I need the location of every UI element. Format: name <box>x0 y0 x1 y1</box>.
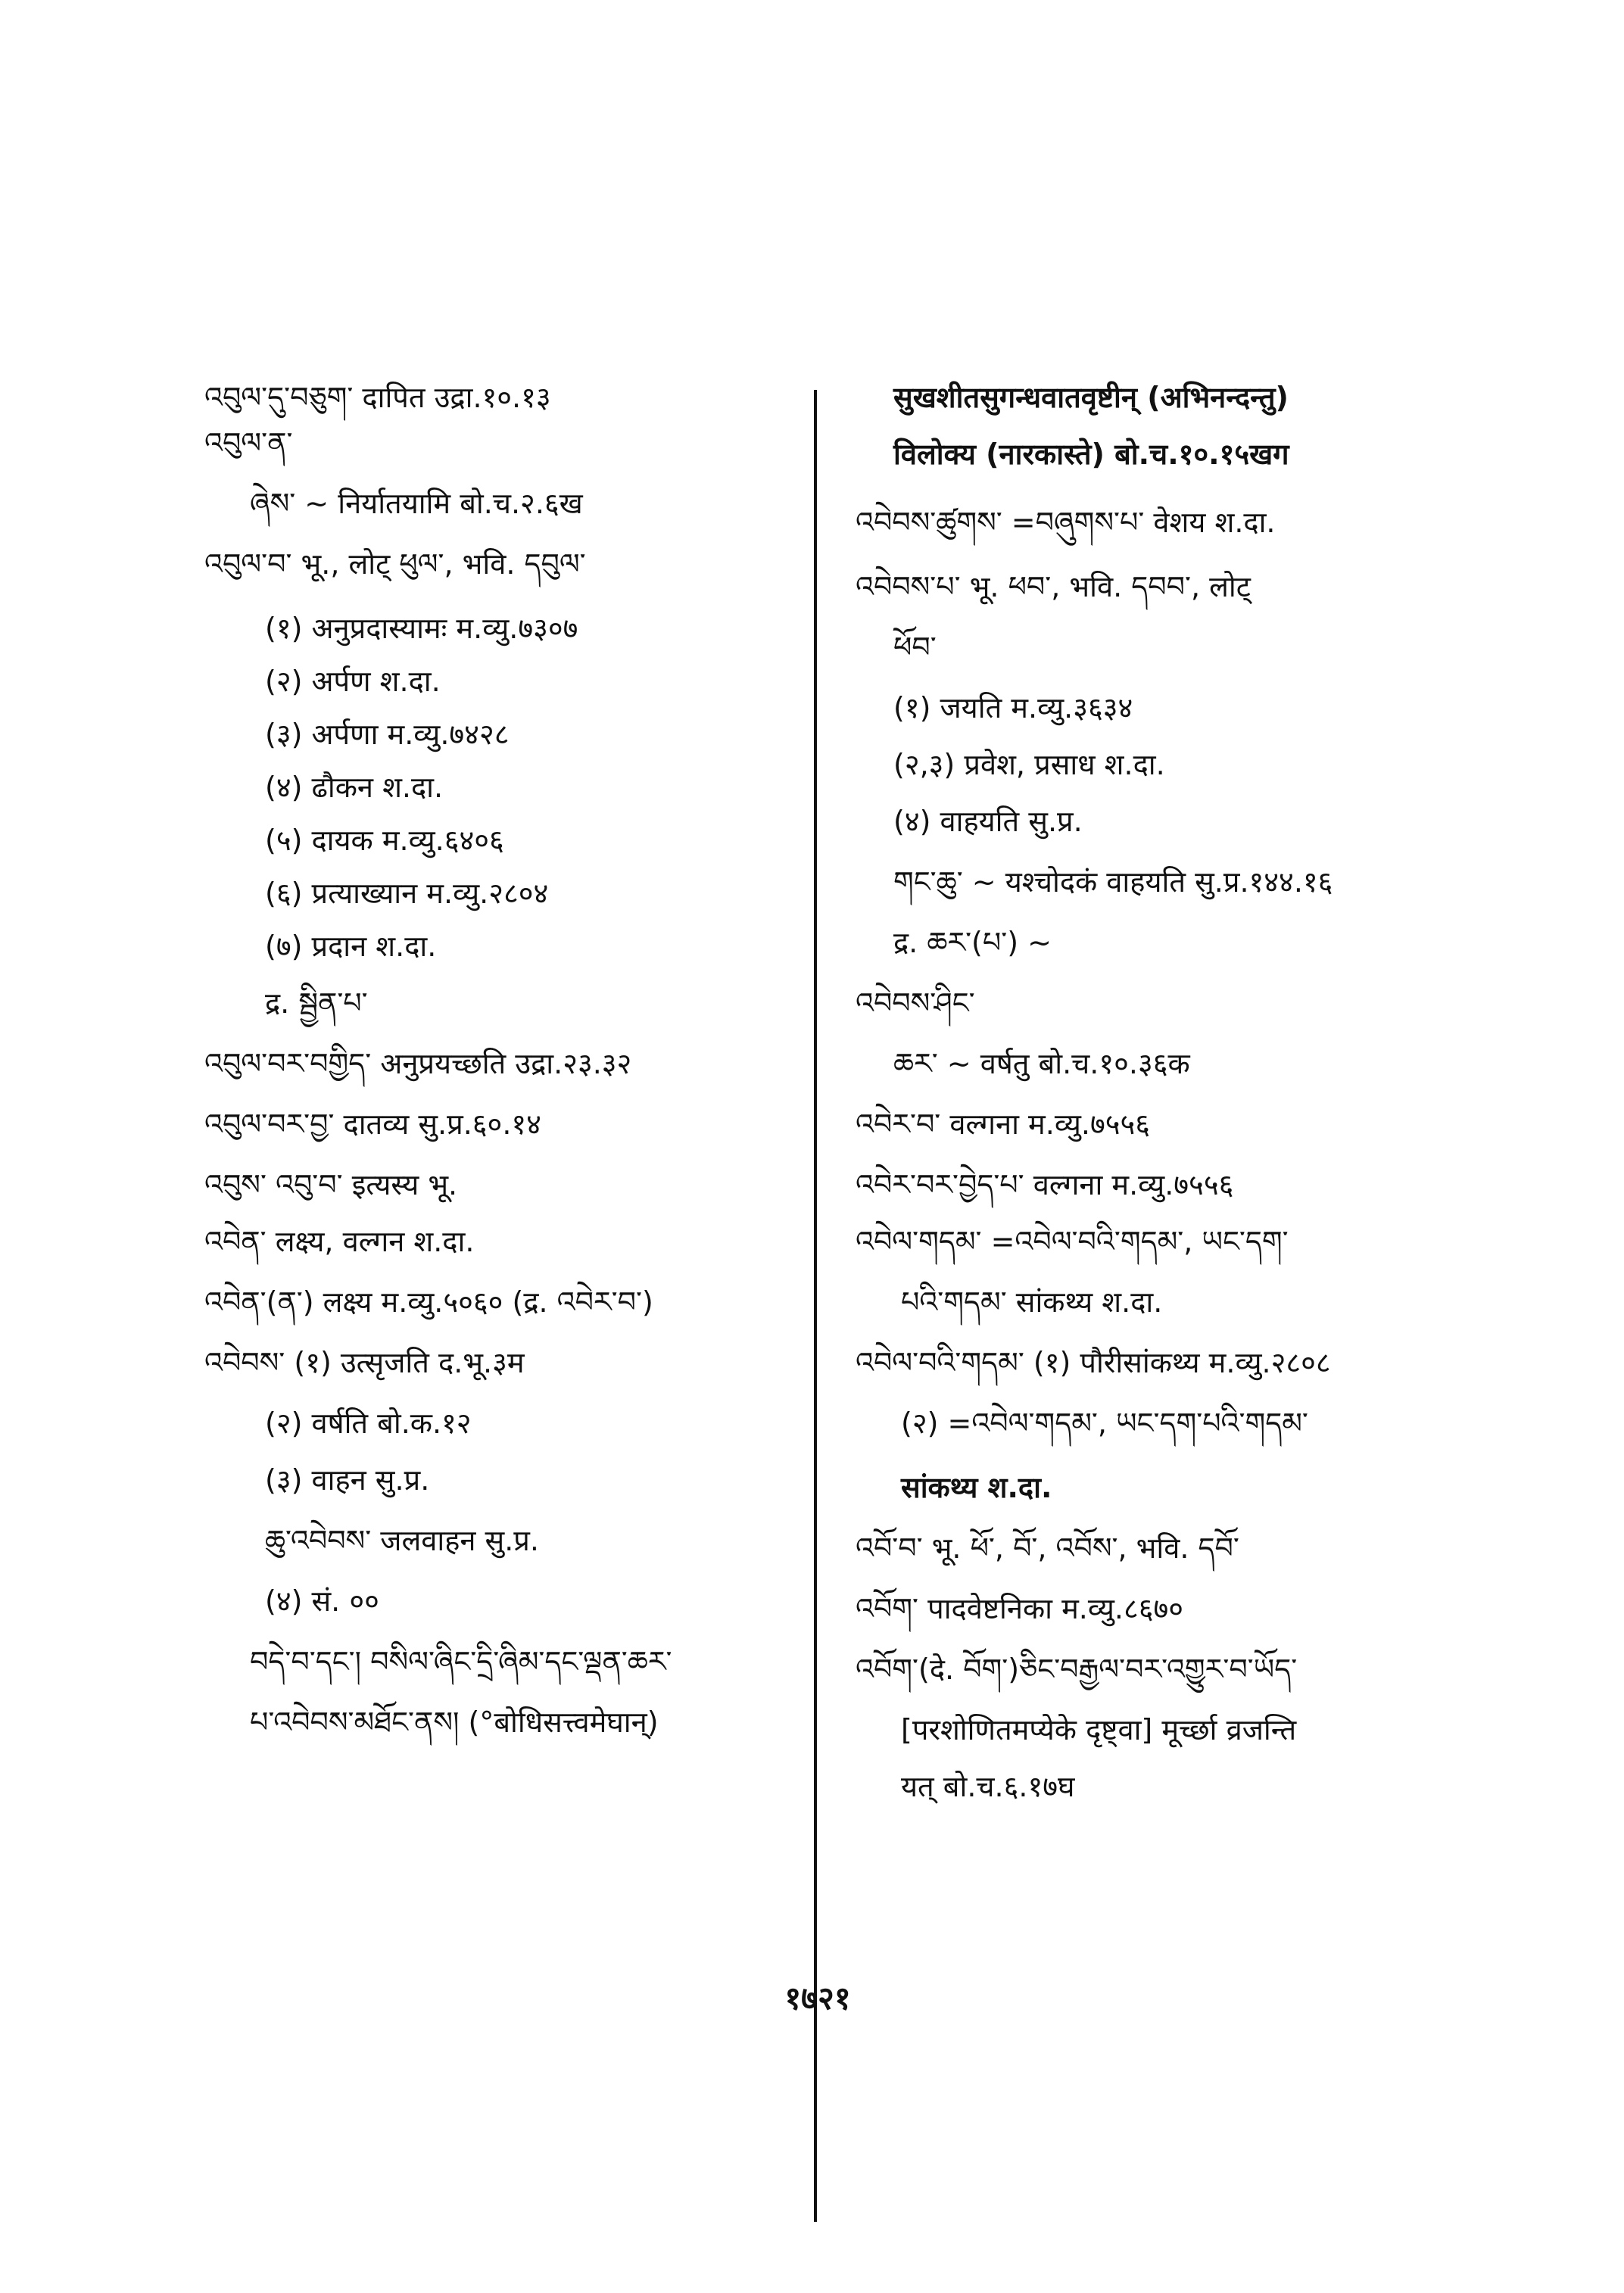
entry-line: (१) जयति म.व्यु.३६३४ <box>893 691 1133 724</box>
entry-line: (३) वाहन सु.प्र. <box>265 1463 430 1497</box>
entry-line: འབེལ་གདམ་ =འབེལ་བའི་གདམ་, ཡང་དག་ <box>856 1225 1289 1258</box>
entry-line: འབུལ་དུ་བཅུག་ दापित उद्रा.१०.१३ <box>204 381 551 414</box>
entry-line: सुखशीतसुगन्धवातवृष्टीन् (अभिनन्दन्तु) <box>893 381 1289 414</box>
entry-line: द्र. ཆར་(པ་) ~ <box>893 926 1052 959</box>
entry-line: གང་ཆུ་ ~ यश्चोदकं वाहयति सु.प्र.१४४.१६ <box>893 865 1333 899</box>
entry-line: འབུལ་བར་བགྱིད་ अनुप्रयच्छति उद्रा.२३.३२ <box>204 1047 632 1080</box>
entry-line: (२) वर्षति बो.क.१२ <box>265 1407 472 1440</box>
entry-line: འབེན་(ན་) लक्ष्य म.व्यु.५०६० (द्र. འབེར་བ་) <box>204 1285 653 1319</box>
page-number: १७२१ <box>784 1980 851 2017</box>
entry-line: པ་འབེབས་མཐོང་ནས། (°बोधिसत्त्वमेघान्) <box>250 1706 659 1739</box>
entry-line: (६) प्रत्याख्यान म.व्यु.२८०४ <box>265 877 549 910</box>
entry-line: (४) वाहयति सु.प्र. <box>893 805 1083 838</box>
entry-line: (१) अनुप्रदास्यामः म.व्यु.७३०७ <box>265 612 578 645</box>
entry-line: [परशोणितमप्येके दृष्ट्वा] मूर्च्छा व्रजन्ति <box>901 1713 1297 1746</box>
entry-line: བདེ་བ་དང་། བསིལ་ཞིང་དྲི་ཞིམ་དང་ལྡན་ཆར་ <box>250 1645 672 1678</box>
entry-line: འབོག་ पादवेष्टनिका म.व्यु.८६७० <box>856 1592 1184 1625</box>
entry-line: འབུལ་ན་ <box>204 426 293 460</box>
entry-line: (४) सं. ०० <box>265 1584 379 1618</box>
entry-line: འབེར་བ་ वल्गना म.व्यु.७५५६ <box>856 1108 1150 1141</box>
entry-line: པའི་གདམ་ सांकथ्य श.दा. <box>901 1285 1163 1319</box>
entry-line: འབེབས་པ་ भू. ཕབ་, भवि. དབབ་, लोट् <box>856 570 1251 603</box>
entry-line: (२,३) प्रवेश, प्रसाध श.दा. <box>893 748 1165 781</box>
entry-line: (२) =འབེལ་གདམ་, ཡང་དག་པའི་གདམ་ <box>901 1407 1308 1440</box>
entry-line: यत् बो.च.६.१७घ <box>901 1770 1075 1803</box>
entry-line: འབེར་བར་བྱེད་པ་ वल्गना म.व्यु.७५५६ <box>856 1168 1234 1201</box>
entry-line: ཆུ་འབེབས་ जलवाहन सु.प्र. <box>265 1524 540 1557</box>
entry-line: द्र. སྦྱིན་པ་ <box>265 986 368 1020</box>
entry-line: विलोक्य (नारकास्ते) बो.च.१०.१५खग <box>893 438 1289 471</box>
entry-line: འབུལ་བར་བྱ་ दातव्य सु.प्र.६०.१४ <box>204 1108 541 1141</box>
entry-line: འབུས་ འབུ་བ་ इत्यस्य भू. <box>204 1168 458 1201</box>
entry-line: (५) दायक म.व्यु.६४०६ <box>265 824 504 857</box>
entry-line: འབུལ་བ་ भू., लोट् ཕུལ་, भवि. དབུལ་ <box>204 547 586 581</box>
entry-line: འབེན་ लक्ष्य, वल्गन श.दा. <box>204 1225 475 1258</box>
entry-line: (४) ढौकन श.दा. <box>265 771 444 804</box>
column-divider <box>814 390 817 2222</box>
entry-line: (३) अर्पणा म.व्यु.७४२८ <box>265 718 510 751</box>
entry-line: འབེབས་ (१) उत्सृजति द.भू.३म <box>204 1346 525 1379</box>
entry-line: འབོ་བ་ भू. ཕོ་, བོ་, འབོས་, भवि. དབོ་ <box>856 1531 1239 1565</box>
entry-line: འབེབས་ཤིང་ <box>856 986 975 1020</box>
entry-line: འབེབས་ཚུགས་ =བཞུགས་པ་ वेशय श.दा. <box>856 506 1276 539</box>
entry-line: ཞེས་ ~ निर्यातयामि बो.च.२.६ख <box>250 487 583 520</box>
entry-line: सांकथ्य श.दा. <box>901 1471 1052 1504</box>
entry-line: ཕོབ་ <box>893 631 937 664</box>
entry-line: འབེལ་བའི་གདམ་ (१) पौरीसांकथ्य म.व्यु.२८०८ <box>856 1346 1331 1379</box>
entry-line: ཆར་ ~ वर्षतु बो.च.१०.३६क <box>893 1047 1190 1080</box>
entry-line: འབོག་(दे. བོག་)ཅིང་བརྒྱལ་བར་འགྱུར་བ་ཡོད་ <box>856 1653 1298 1686</box>
entry-line: (२) अर्पण श.दा. <box>265 665 441 698</box>
entry-line: (७) प्रदान श.दा. <box>265 930 437 963</box>
